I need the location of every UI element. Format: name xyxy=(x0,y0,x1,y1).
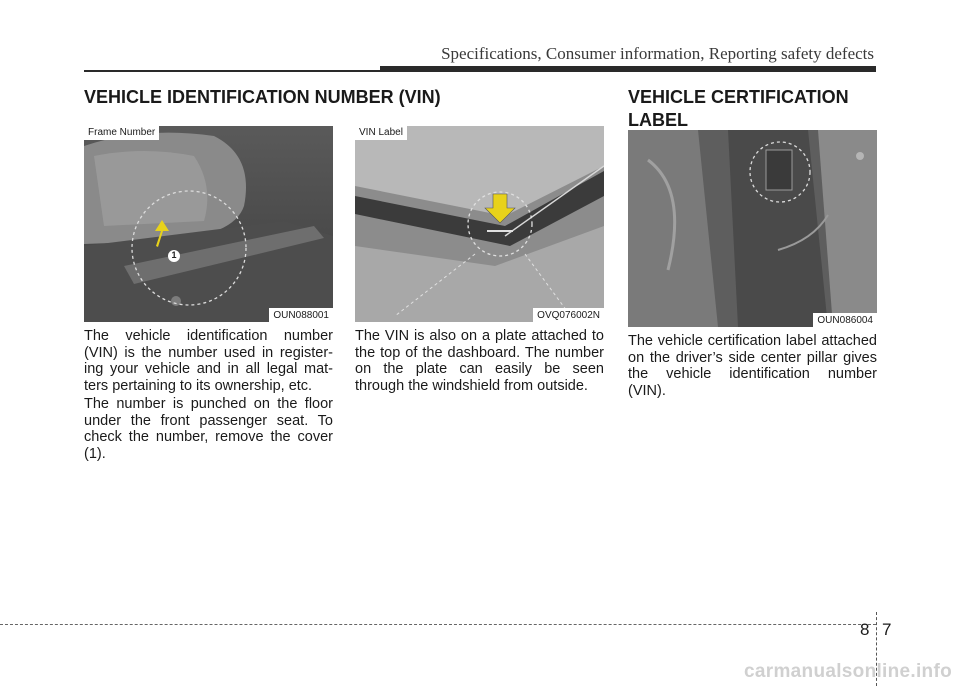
callout-1: 1 xyxy=(171,250,177,260)
seat-illustration xyxy=(84,126,333,322)
chapter-number: 8 xyxy=(860,620,870,639)
frame-number-label: Frame Number xyxy=(84,126,159,140)
bottom-rule xyxy=(0,624,876,625)
cert-heading: VEHICLE CERTIFICATION LABEL xyxy=(628,87,849,130)
vin-paragraph-1: The vehicle identification number (VIN) is the number used in register-ing your vehicle and in all legal mat-ters pertaining to its ownership, etc. xyxy=(84,328,333,394)
watermark: carmanualsonline.info xyxy=(744,661,952,682)
vin-paragraph-2: The number is punched on the floor under the front passenger seat. To check the number, remove the cover (1). xyxy=(84,396,333,462)
windshield-illustration xyxy=(355,126,604,322)
pillar-illustration xyxy=(628,130,877,327)
cert-label-figure xyxy=(628,130,877,327)
header-bar xyxy=(380,66,876,71)
header-title: Specifications, Consumer information, Reporting safety defects xyxy=(441,44,874,63)
figure-code: OUN088001 xyxy=(269,308,333,322)
figure-code: OVQ076002N xyxy=(533,308,604,322)
vin-heading: VEHICLE IDENTIFICATION NUMBER (VIN) xyxy=(84,87,441,107)
vin-label-figure xyxy=(355,126,604,322)
figure-code: OUN086004 xyxy=(813,313,877,327)
cert-paragraph-1: The vehicle certification label attached on the driver’s side center pillar gives the vehicle identification number (VIN). xyxy=(628,333,877,399)
page-number: 7 xyxy=(882,620,892,639)
vin-label-caption: VIN Label xyxy=(355,126,407,140)
vin-paragraph-3: The VIN is also on a plate attached to the top of the dashboard. The number on the plate can easily be seen through the windshield from outside. xyxy=(355,328,604,394)
frame-number-figure xyxy=(84,126,333,322)
